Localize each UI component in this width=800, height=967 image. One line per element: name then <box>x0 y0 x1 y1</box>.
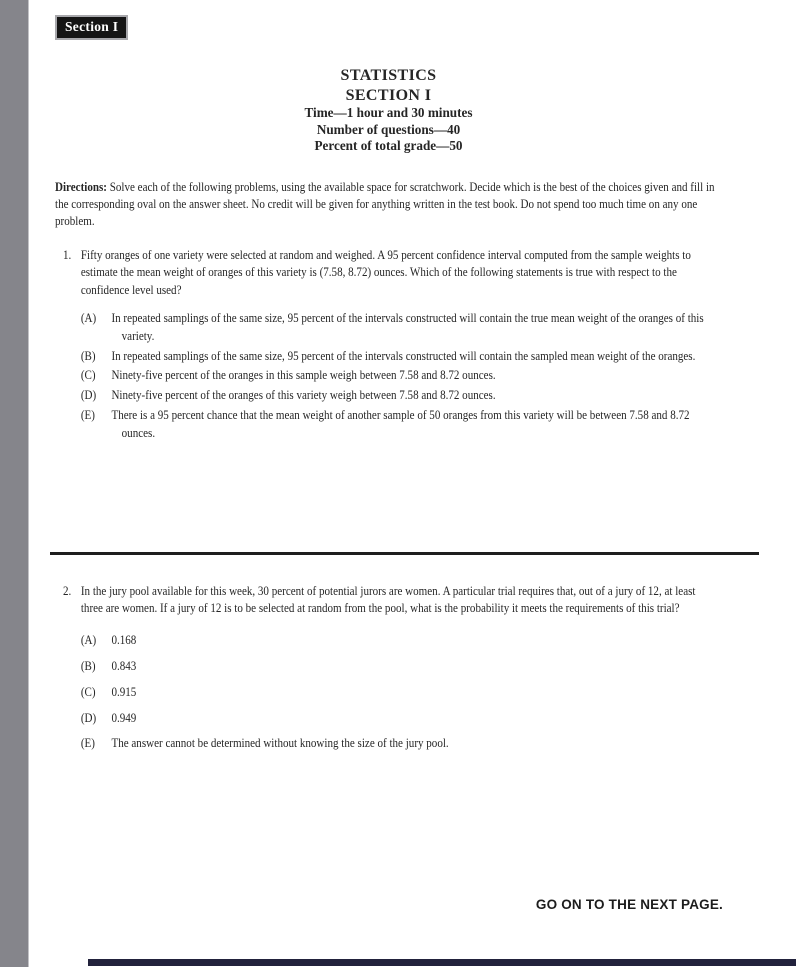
question-1-text: Fifty oranges of one variety were selected at random and weighed. A 95 percent confidence interval computed from the sample weights to estimate the mean weight of oranges of this variety is (7.58, 8.72) ounces. Which of the following statements is true with respect to the confidence level used? <box>80 247 691 297</box>
choice-2d <box>81 709 709 726</box>
choice-2a <box>81 631 709 648</box>
question-1-stem <box>63 246 709 298</box>
directions-label: Directions: <box>55 179 107 194</box>
choice-1b-text: In repeated samplings of the same size, 95 percent of the intervals constructed will contain the sampled mean weight of the oranges. <box>111 347 696 363</box>
choice-1a-text: In repeated samplings of the same size, 95 percent of the intervals constructed will contain the true mean weight of the oranges of this variety. <box>111 310 704 343</box>
choice-1a <box>81 309 709 344</box>
choice-2a-text: 0.168 <box>111 631 137 647</box>
choice-1e-text: There is a 95 percent chance that the mean weight of another sample of 50 oranges from this variety will be between 7.58 and 8.72 ounces. <box>111 407 690 440</box>
choice-1b <box>81 347 709 364</box>
exam-title: STATISTICS <box>340 67 437 84</box>
go-on-instruction: GO ON TO THE NEXT PAGE. <box>535 897 723 912</box>
question-1 <box>63 246 709 444</box>
choice-2b-text: 0.843 <box>111 657 137 673</box>
choice-2e-label: (E) <box>80 735 95 751</box>
exam-time: Time—1 hour and 30 minutes <box>304 105 473 120</box>
choice-2b-label: (B) <box>80 657 96 673</box>
section-badge <box>55 15 128 40</box>
question-divider <box>50 552 759 555</box>
choice-2e <box>81 734 709 751</box>
choice-2a-label: (A) <box>80 631 97 647</box>
choice-1d-label: (D) <box>80 387 97 403</box>
question-1-choices <box>63 309 709 441</box>
choice-1b-label: (B) <box>80 347 96 363</box>
choice-2e-text: The answer cannot be determined without knowing the size of the jury pool. <box>111 735 449 751</box>
question-2 <box>63 582 709 760</box>
choice-2d-label: (D) <box>80 709 97 725</box>
page-edge-bar <box>0 0 29 967</box>
directions-text: Solve each of the following problems, using the available space for scratchwork. Decide which is the best of the choices given and fill in the corresponding oval on the answer sheet. No credit will be given for anything written in the test book. Do not spend too much time on any one problem. <box>55 179 715 228</box>
question-1-number: 1. <box>63 247 72 262</box>
question-2-text: In the jury pool available for this week, 30 percent of potential jurors are women. A particular trial requires that, out of a jury of 12, at least three are women. If a jury of 12 is to be selected at random from the pool, what is the probability it meets the requirements of this trial? <box>80 583 696 616</box>
exam-question-count: Number of questions—40 <box>316 121 461 137</box>
choice-1c <box>81 366 709 383</box>
exam-section-heading: SECTION I <box>345 86 432 104</box>
choice-1e <box>81 406 709 441</box>
choice-1e-label: (E) <box>80 407 95 423</box>
choice-2b <box>81 657 709 674</box>
choice-2d-text: 0.949 <box>111 709 137 725</box>
question-2-stem <box>63 582 709 617</box>
choice-1d-text: Ninety-five percent of the oranges of this variety weigh between 7.58 and 8.72 ounces. <box>111 387 496 403</box>
choice-1c-label: (C) <box>80 367 96 383</box>
question-2-number: 2. <box>63 583 72 598</box>
choice-1d <box>81 386 709 403</box>
choice-1a-label: (A) <box>80 310 97 326</box>
exam-grade-percent: Percent of total grade—50 <box>314 138 463 154</box>
section-badge-label: Section I <box>65 19 119 34</box>
exam-header <box>55 66 722 155</box>
choice-2c-text: 0.915 <box>111 683 137 699</box>
choice-1c-text: Ninety-five percent of the oranges in this sample weigh between 7.58 and 8.72 ounces. <box>111 367 496 383</box>
choice-2c-label: (C) <box>80 683 96 699</box>
page-footer-bar <box>88 959 796 966</box>
directions <box>55 179 723 229</box>
question-2-choices <box>63 631 709 752</box>
choice-2c <box>81 683 709 700</box>
